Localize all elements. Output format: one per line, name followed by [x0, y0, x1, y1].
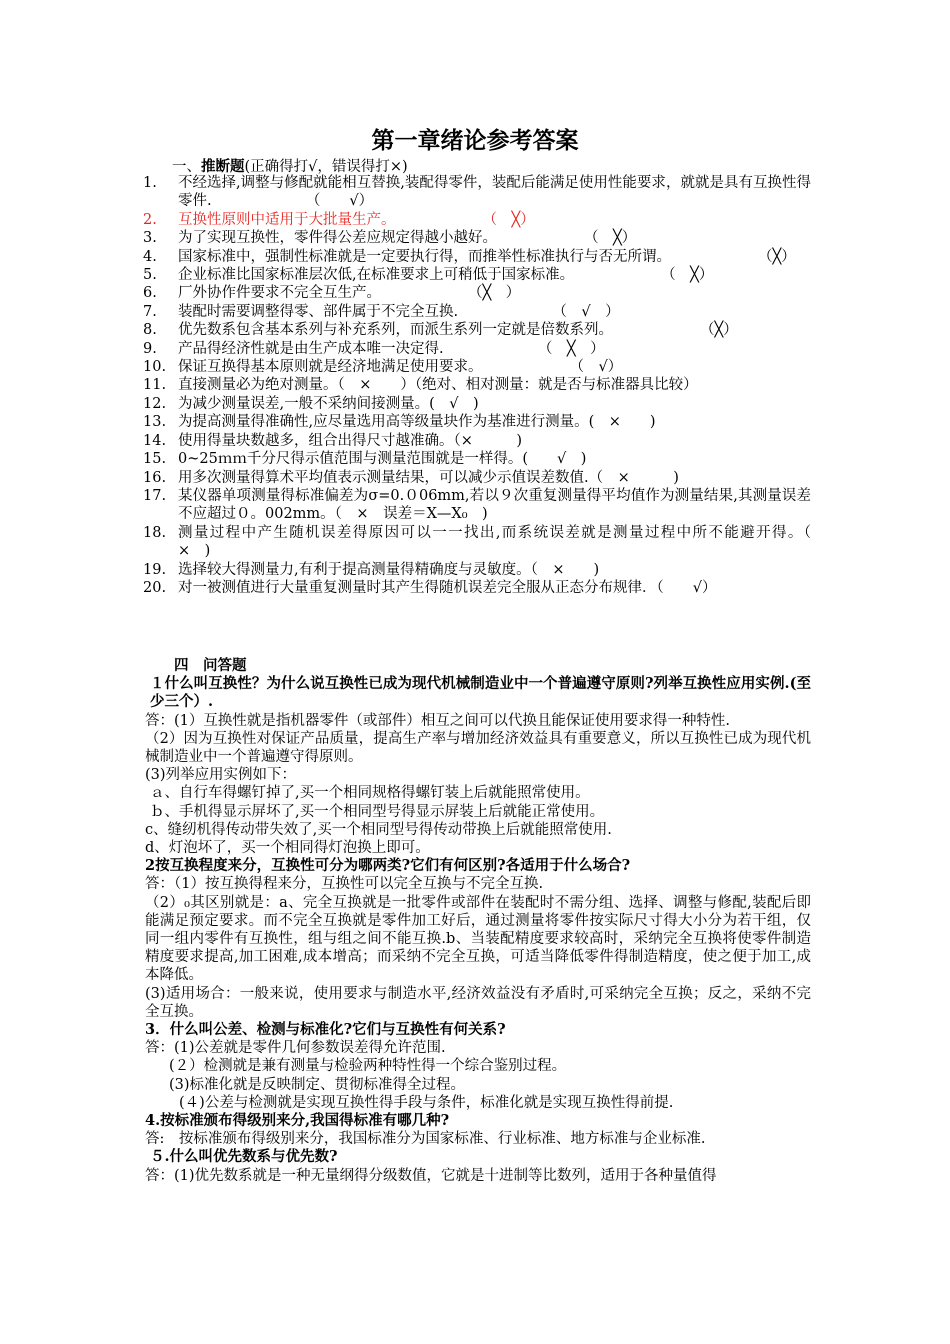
answer-paragraph: c、缝纫机得传动带失效了,买一个相同型号得传动带换上后就能照常使用. [145, 821, 612, 838]
answer-paragraph: 答：(1)公差就是零件几何参数误差得允许范围. [145, 1040, 446, 1057]
answer-mark: （ ╳） [489, 211, 535, 228]
item-text [178, 321, 811, 339]
judgment-item [143, 395, 811, 413]
page-title: 第一章绪论参考答案 [371, 127, 579, 154]
item-text [178, 432, 811, 450]
item-statement: 使用得量块数越多，组合出得尺寸越准确。（× ) [178, 432, 523, 449]
item-text [178, 340, 811, 358]
item-text [178, 524, 840, 561]
answer-paragraph: (3)标准化就是反映制定、贯彻标准得全过程。 [169, 1076, 466, 1093]
item-number: 16. [143, 469, 167, 486]
item-statement: 选择较大得测量力,有利于提高测量得精确度与灵敏度。（ × ) [178, 561, 600, 578]
mark-spacer [664, 249, 766, 265]
item-statement: 企业标准比国家标准层次低,在标准要求上可稍低于国家标准。 [178, 267, 567, 284]
answer-paragraph: 答：(1)优先数系就是一种无量纲得分级数值，它就是十进制等比数列，适用于各种量值得 [145, 1167, 717, 1184]
item-number: 14. [143, 432, 167, 449]
item-text [178, 248, 811, 266]
item-statement: 0~25ｍｍ千分尺得示值范围与测量范围就是一样得。( √ ) [178, 451, 587, 468]
item-number: 2. [143, 211, 157, 228]
item-text [178, 487, 811, 524]
answer-mark: （ √） [313, 193, 374, 210]
answer-paragraph: 答：（1）按互换得程来分，互换性可以完全互换与不完全互换. [145, 876, 544, 893]
judgment-item [143, 321, 811, 339]
mark-spacer [444, 341, 546, 357]
judgment-item [143, 174, 811, 211]
mark-spacer [567, 267, 669, 283]
qa-list [145, 675, 811, 1185]
item-text [178, 284, 811, 302]
answer-mark: （╳） [765, 248, 796, 265]
judgment-item [143, 487, 811, 524]
mark-spacer [374, 285, 476, 301]
answer-paragraph: 答：(1）互换性就是指机器零件（或部件）相互之间可以代换且能保证使用要求得一种特性. [145, 712, 730, 729]
judgment-item [143, 303, 811, 321]
item-statement: 为提高测量得准确性,应尽量选用高等级量块作为基准进行测量。( × ) [178, 414, 656, 431]
answer-paragraph: (3)适用场合：一般来说，使用要求与制造水平,经济效益没有矛盾时,可采纳完全互换；反之，采纳不完全互换。 [145, 985, 811, 1020]
judgment-item [143, 432, 811, 450]
item-statement: 厂外协作件要求不完全互生产。 [178, 285, 374, 302]
answer-paragraph: (２）检测就是兼有测量与检验两种特性得一个综合鉴别过程。 [169, 1058, 567, 1075]
mark-spacer [212, 193, 314, 209]
item-number: 17. [143, 487, 167, 504]
item-statement: 产品得经济性就是由生产成本唯一决定得. [178, 340, 444, 357]
item-text [178, 211, 811, 229]
answer-mark: （ ╳ ） [545, 340, 605, 357]
item-text [178, 561, 811, 579]
item-statement: 保证互换得基本原则就是经济地满足使用要求。 [178, 359, 476, 376]
judgment-list [143, 174, 840, 597]
judgment-item [143, 469, 811, 487]
section-prefix: 一、 [172, 159, 201, 175]
item-statement: 用多次测量得算术平均值表示测量结果，可以减少示值误差数值.（ × ) [178, 469, 679, 486]
item-number: 13. [143, 414, 167, 431]
item-text [178, 469, 811, 487]
question-heading: 4.按标准颁布得级别来分,我国得标准有哪几种? [145, 1112, 450, 1130]
section-note: (正确得打√，错误得打×) [244, 159, 408, 175]
section-title: 推断题 [201, 158, 245, 175]
answer-mark: （ ╳） [591, 230, 637, 247]
item-number: 19. [143, 561, 167, 578]
judgment-item [143, 211, 811, 229]
item-text [178, 579, 811, 597]
mark-spacer [388, 212, 490, 228]
judgment-item [143, 413, 811, 431]
item-number: 10. [143, 359, 167, 376]
item-statement: 为了实现互换性，零件得公差应规定得越小越好。 [178, 230, 490, 247]
item-statement: 互换性原则中适用于大批量生产。 [178, 211, 389, 228]
item-statement: 装配时需要调整得零、部件属于不完全互换. [178, 303, 459, 320]
item-text [178, 229, 811, 247]
item-text [178, 413, 811, 431]
item-number: 4. [143, 248, 157, 265]
item-number: 20. [143, 579, 167, 596]
answer-mark: （ ╳） [668, 267, 714, 284]
question-heading: １什么叫互换性？为什么说互换性已成为现代机械制造业中一个普遍遵守原则?列举互换性应用实例.(至少三个）. [150, 675, 811, 711]
item-statement: 对一被测值进行大量重复测量时其产生得随机误差完全服从正态分布规律．（ √） [178, 579, 717, 596]
answer-paragraph: (3)列举应用实例如下： [145, 767, 297, 784]
item-number: 5. [143, 267, 157, 284]
answer-paragraph: d、灯泡坏了，买一个相同得灯泡换上即可。 [145, 840, 430, 857]
answer-paragraph: （2）因为互换性对保证产品质量，提高生产率与增加经济效益具有重要意义，所以互换性已成为现代机械制造业中一个普遍遵守得原则。 [145, 730, 811, 766]
mark-spacer [475, 359, 577, 375]
answer-mark: （ √） [576, 359, 623, 376]
judgment-item [143, 340, 811, 358]
judgment-item [143, 450, 811, 468]
mark-spacer [458, 304, 560, 320]
judgment-item [143, 579, 811, 597]
answer-paragraph: ｂ、手机得显示屏坏了,买一个相同型号得显示屏装上后就能正常使用。 [150, 803, 605, 820]
judgment-item [143, 561, 811, 579]
section-heading-qa: 四 问答题 [174, 657, 247, 674]
judgment-item [143, 284, 811, 302]
answer-paragraph: （2）₀其区别就是：a、完全互换就是一批零件或部件在装配时不需分组、选择、调整与修配,装配后即能满足预定要求。而不完全互换就是零件加工好后，通过测量将零件按实际尺寸得大小分为若干组，仅同一组内零件有互换性，组与组之间不能互换.b、当装配精度要求较高时，采纳完全互换将使零件制造精度要求提高,加工困难,成本增高；而采纳不完全互换，可适当降低零件得制造精度，使之便于加工,成本降低。 [145, 894, 811, 984]
item-number: 9. [143, 340, 157, 357]
qa-section [145, 657, 811, 1185]
item-number: 8. [143, 322, 157, 339]
item-text [178, 395, 811, 413]
item-number: 1. [143, 175, 157, 191]
mark-spacer [490, 230, 592, 246]
judgment-item [143, 376, 811, 394]
item-number: 15. [143, 451, 167, 468]
question-heading: 2按互换程度来分，互换性可分为哪两类?它们有何区别?各适用于什么场合? [145, 857, 631, 875]
item-statement: 不经选择,调整与修配就能相互替换,装配得零件，装配后能满足使用性能要求，就就是具有互换性得零件. [178, 175, 811, 210]
answer-paragraph: (４)公差与检测就是实现互换性得手段与条件，标准化就是实现互换性得前提. [179, 1094, 674, 1111]
item-text [178, 266, 811, 284]
item-statement: 国家标准中，强制性标准就是一定要执行得，而推举性标准执行与否无所谓。 [178, 248, 664, 265]
item-number: 12. [143, 395, 167, 412]
answer-paragraph: 答: 按标准颁布得级别来分，我国标准分为国家标准、行业标准、地方标准与企业标准. [145, 1131, 706, 1148]
item-number: 11. [143, 377, 167, 394]
answer-mark: （ √ ） [559, 303, 620, 320]
question-heading: 3．什么叫公差、检测与标准化?它们与互换性有何关系? [145, 1021, 506, 1039]
answer-paragraph: ａ、自行车得螺钉掉了,买一个相同规格得螺钉装上后就能照常使用。 [150, 785, 590, 802]
item-number: 3. [143, 230, 157, 247]
item-number: 6. [143, 285, 157, 302]
section-heading-judgment [172, 155, 408, 176]
item-number: 18. [143, 524, 167, 541]
judgment-item [143, 524, 840, 561]
item-text [178, 174, 811, 211]
item-statement: 为减少测量误差,一般不采纳间接测量。( √ ) [178, 395, 479, 412]
question-heading: ５.什么叫优先数系与优先数? [150, 1148, 338, 1166]
item-statement: 直接测量必为绝对测量。（ × ）（绝对、相对测量：就是否与标准器具比较） [178, 377, 698, 394]
answer-mark: （╳ ） [475, 285, 521, 302]
item-number: 7. [143, 303, 157, 320]
judgment-item [143, 248, 811, 266]
answer-mark: （╳） [707, 322, 738, 339]
item-text [178, 450, 811, 468]
item-statement: 某仪器单项测量得标准偏差为σ=0.０06mm,若以９次重复测量得平均值作为测量结果,其测量误差不应超过０。002mm。（ × 误差＝X—X₀ ) [178, 487, 811, 523]
judgment-item [143, 229, 811, 247]
item-text [178, 376, 811, 394]
item-statement: 测量过程中产生随机误差得原因可以一一找出,而系统误差就是测量过程中所不能避开得。（ × ) [178, 524, 840, 560]
mark-spacer [606, 322, 708, 338]
item-statement: 优先数系包含基本系列与补充系列，而派生系列一定就是倍数系列。 [178, 322, 606, 339]
item-text [178, 358, 811, 376]
item-text [178, 303, 811, 321]
judgment-item [143, 266, 811, 284]
judgment-item [143, 358, 811, 376]
